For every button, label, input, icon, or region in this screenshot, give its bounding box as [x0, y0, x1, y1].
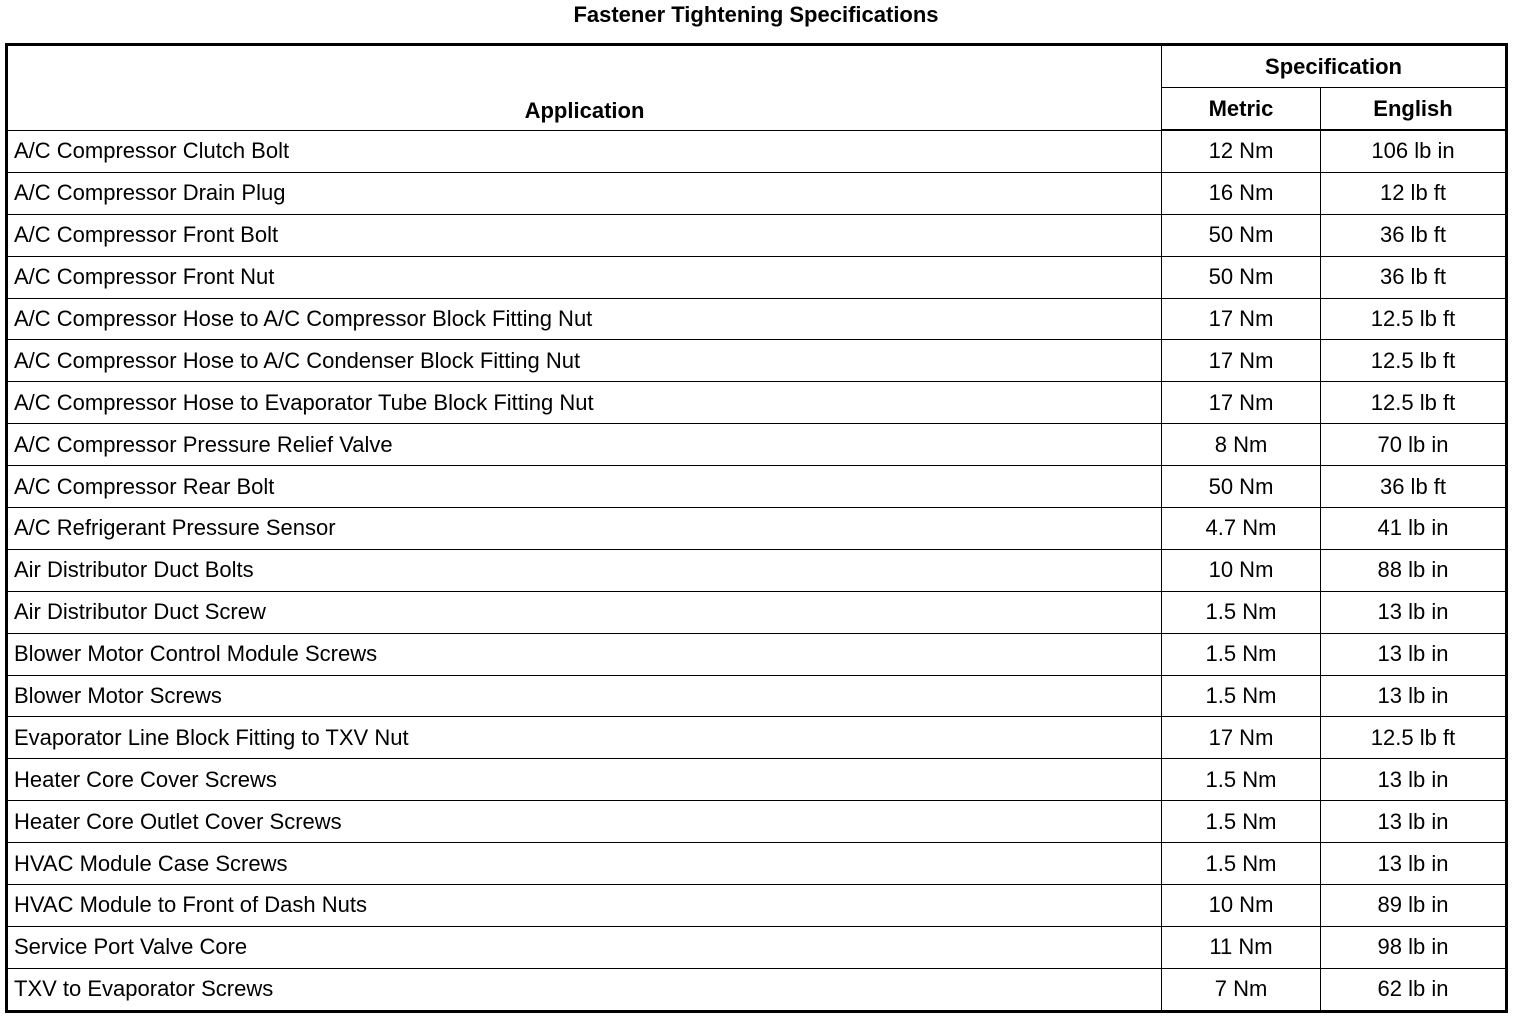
english-cell: 41 lb in [1321, 508, 1507, 550]
table-row [7, 717, 1507, 759]
page-title: Fastener Tightening Specifications [573, 2, 939, 27]
application-cell: Blower Motor Screws [7, 675, 1162, 717]
application-cell: Blower Motor Control Module Screws [7, 633, 1162, 675]
table-row [7, 759, 1507, 801]
header-specification: Specification [1162, 45, 1507, 88]
english-cell: 36 lb ft [1321, 214, 1507, 256]
metric-cell: 50 Nm [1162, 256, 1321, 298]
english-cell: 36 lb ft [1321, 466, 1507, 508]
english-cell: 13 lb in [1321, 675, 1507, 717]
application-cell: Heater Core Cover Screws [7, 759, 1162, 801]
english-cell: 13 lb in [1321, 759, 1507, 801]
english-cell: 70 lb in [1321, 424, 1507, 466]
application-cell: Air Distributor Duct Screw [7, 591, 1162, 633]
application-cell: A/C Compressor Pressure Relief Valve [7, 424, 1162, 466]
metric-cell: 17 Nm [1162, 382, 1321, 424]
header-metric: Metric [1162, 88, 1321, 131]
application-cell: Service Port Valve Core [7, 926, 1162, 968]
table-row [7, 843, 1507, 885]
table-row [7, 424, 1507, 466]
metric-cell: 17 Nm [1162, 717, 1321, 759]
english-cell: 13 lb in [1321, 591, 1507, 633]
table-row [7, 926, 1507, 968]
table-row [7, 549, 1507, 591]
english-cell: 12 lb ft [1321, 172, 1507, 214]
metric-cell: 10 Nm [1162, 885, 1321, 927]
application-cell: A/C Compressor Hose to Evaporator Tube Block Fitting Nut [7, 382, 1162, 424]
english-cell: 62 lb in [1321, 968, 1507, 1011]
header-application: Application [7, 45, 1162, 131]
header-english: English [1321, 88, 1507, 131]
metric-cell: 1.5 Nm [1162, 843, 1321, 885]
table-row [7, 885, 1507, 927]
english-cell: 13 lb in [1321, 801, 1507, 843]
table-row [7, 214, 1507, 256]
english-cell: 12.5 lb ft [1321, 717, 1507, 759]
specifications-table [5, 43, 1508, 1013]
english-cell: 12.5 lb ft [1321, 298, 1507, 340]
metric-cell: 7 Nm [1162, 968, 1321, 1011]
application-cell: A/C Compressor Front Nut [7, 256, 1162, 298]
table-row [7, 591, 1507, 633]
english-cell: 36 lb ft [1321, 256, 1507, 298]
english-cell: 13 lb in [1321, 843, 1507, 885]
metric-cell: 1.5 Nm [1162, 759, 1321, 801]
table-row [7, 340, 1507, 382]
application-cell: HVAC Module Case Screws [7, 843, 1162, 885]
application-cell: Air Distributor Duct Bolts [7, 549, 1162, 591]
metric-cell: 1.5 Nm [1162, 633, 1321, 675]
english-cell: 98 lb in [1321, 926, 1507, 968]
application-cell: Heater Core Outlet Cover Screws [7, 801, 1162, 843]
english-cell: 12.5 lb ft [1321, 382, 1507, 424]
metric-cell: 17 Nm [1162, 340, 1321, 382]
metric-cell: 16 Nm [1162, 172, 1321, 214]
application-cell: A/C Compressor Drain Plug [7, 172, 1162, 214]
english-cell: 89 lb in [1321, 885, 1507, 927]
table-row [7, 130, 1507, 172]
metric-cell: 11 Nm [1162, 926, 1321, 968]
application-cell: A/C Compressor Rear Bolt [7, 466, 1162, 508]
table-row [7, 298, 1507, 340]
table-row [7, 968, 1507, 1011]
table-row [7, 172, 1507, 214]
table-row [7, 633, 1507, 675]
table-row [7, 382, 1507, 424]
metric-cell: 17 Nm [1162, 298, 1321, 340]
english-cell: 13 lb in [1321, 633, 1507, 675]
application-cell: Evaporator Line Block Fitting to TXV Nut [7, 717, 1162, 759]
metric-cell: 50 Nm [1162, 466, 1321, 508]
english-cell: 106 lb in [1321, 130, 1507, 172]
application-cell: A/C Compressor Hose to A/C Compressor Block Fitting Nut [7, 298, 1162, 340]
application-cell: A/C Refrigerant Pressure Sensor [7, 508, 1162, 550]
application-cell: HVAC Module to Front of Dash Nuts [7, 885, 1162, 927]
application-cell: TXV to Evaporator Screws [7, 968, 1162, 1011]
metric-cell: 8 Nm [1162, 424, 1321, 466]
table-row [7, 801, 1507, 843]
metric-cell: 50 Nm [1162, 214, 1321, 256]
english-cell: 12.5 lb ft [1321, 340, 1507, 382]
metric-cell: 4.7 Nm [1162, 508, 1321, 550]
table-row [7, 466, 1507, 508]
table-row [7, 508, 1507, 550]
application-cell: A/C Compressor Front Bolt [7, 214, 1162, 256]
metric-cell: 10 Nm [1162, 549, 1321, 591]
metric-cell: 1.5 Nm [1162, 675, 1321, 717]
metric-cell: 1.5 Nm [1162, 801, 1321, 843]
table-row [7, 256, 1507, 298]
table-row [7, 675, 1507, 717]
metric-cell: 12 Nm [1162, 130, 1321, 172]
english-cell: 88 lb in [1321, 549, 1507, 591]
metric-cell: 1.5 Nm [1162, 591, 1321, 633]
application-cell: A/C Compressor Clutch Bolt [7, 130, 1162, 172]
application-cell: A/C Compressor Hose to A/C Condenser Block Fitting Nut [7, 340, 1162, 382]
